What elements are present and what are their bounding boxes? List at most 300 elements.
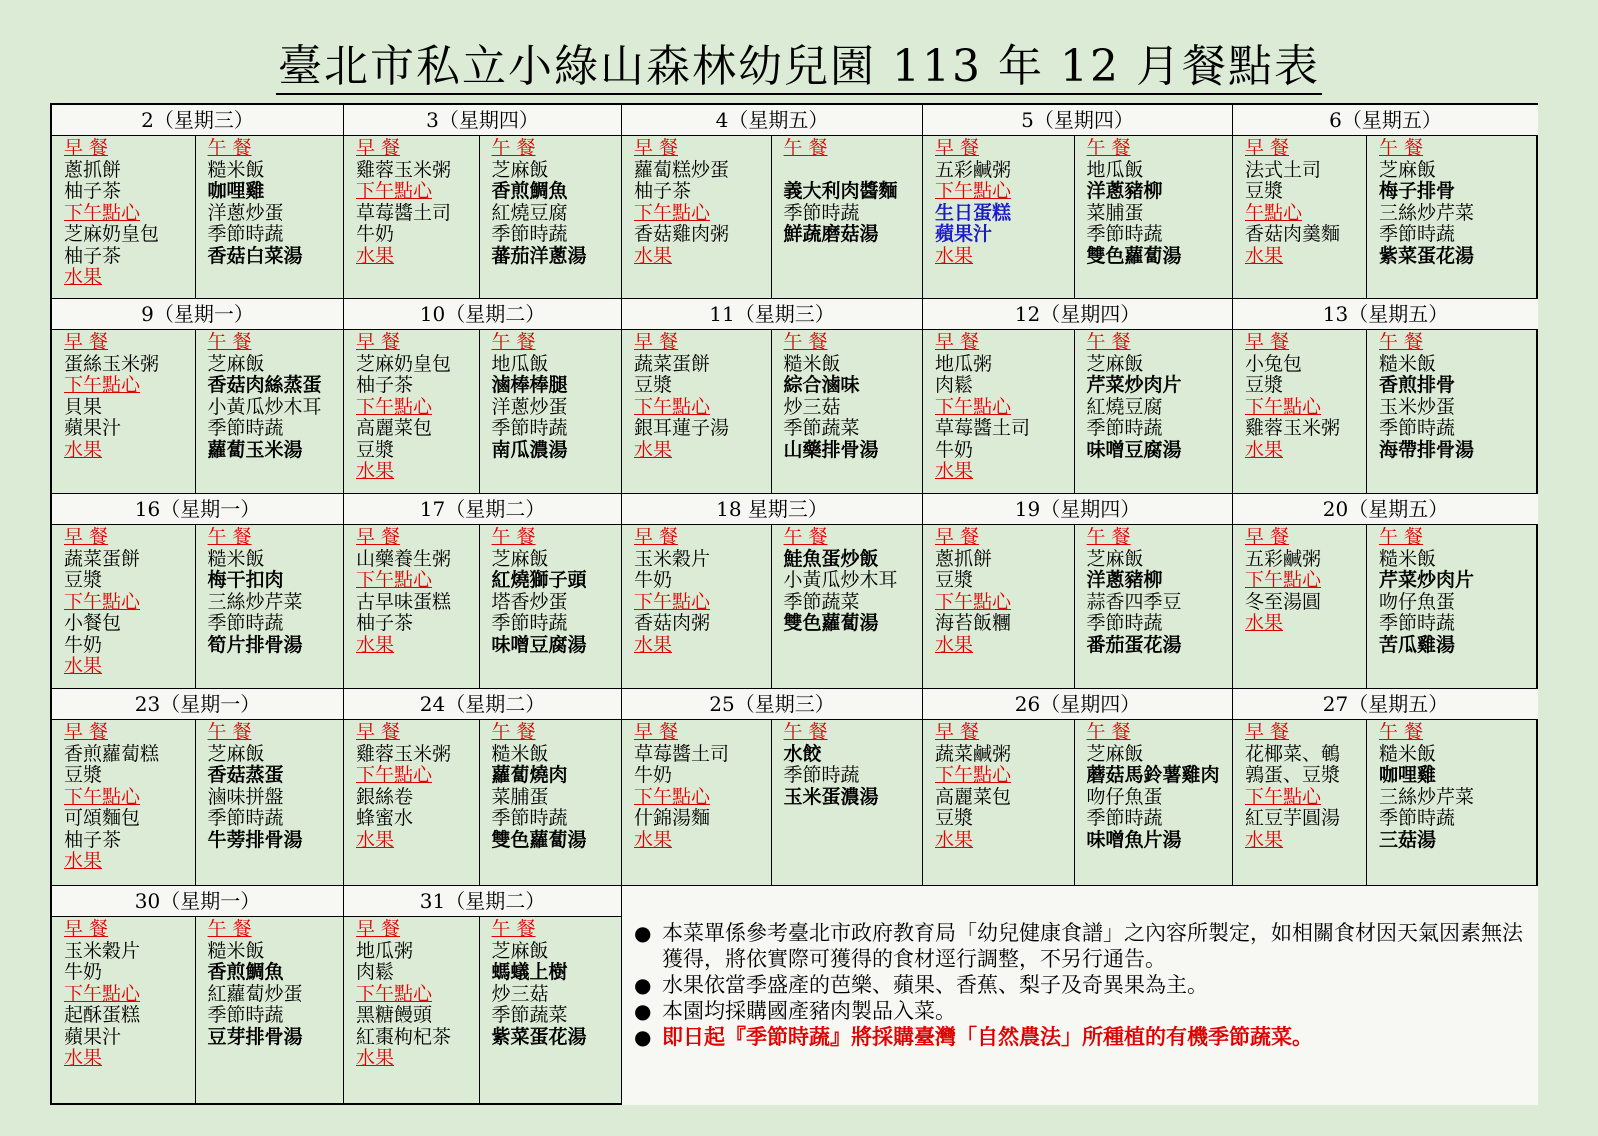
menu-item: 牛奶 <box>634 764 673 786</box>
menu-item: 水果 <box>634 438 673 461</box>
menu-item: 玉米蛋濃湯 <box>783 785 879 808</box>
menu-item: 午 餐 <box>207 721 252 743</box>
menu-item: 午 餐 <box>207 526 252 548</box>
menu-item: 吻仔魚蛋 <box>1086 785 1163 808</box>
menu-item: 季節時蔬 <box>491 807 568 829</box>
menu-item: 早 餐 <box>634 721 679 743</box>
breakfast-snack-column <box>622 136 772 298</box>
menu-item: 糙米飯 <box>207 158 265 181</box>
menu-item: 小黃瓜炒木耳 <box>207 395 322 418</box>
menu-item: 早 餐 <box>64 918 109 940</box>
breakfast-snack-column <box>344 917 480 1105</box>
day-cell <box>52 494 344 689</box>
breakfast-snack-column <box>923 136 1075 298</box>
day-header: 11（星期三） <box>622 299 922 330</box>
menu-item: 梅干扣肉 <box>207 569 284 591</box>
breakfast-snack-column <box>1233 525 1367 688</box>
menu-item: 地瓜粥 <box>935 352 993 375</box>
breakfast-snack-column <box>622 525 772 688</box>
menu-item: 海苔飯糰 <box>935 612 1012 634</box>
menu-item: 什錦湯麵 <box>634 807 711 829</box>
menu-item: 午 餐 <box>491 137 536 159</box>
breakfast-snack-column <box>52 525 196 688</box>
menu-item: 小餐包 <box>64 612 122 634</box>
menu-item: 牛奶 <box>64 961 103 983</box>
day-cell <box>923 105 1233 299</box>
menu-item: 三絲炒芹菜 <box>1379 201 1475 224</box>
menu-item: 早 餐 <box>1245 331 1290 353</box>
day-cell <box>344 105 622 299</box>
breakfast-snack-column <box>923 330 1075 493</box>
menu-item: 水果 <box>64 655 103 677</box>
lunch-column <box>196 136 343 298</box>
bullet-icon: ● <box>634 999 652 1023</box>
menu-item: 蘿蔔糕炒蛋 <box>634 158 730 181</box>
note-item <box>634 920 1524 972</box>
menu-item: 螞蟻上樹 <box>491 961 568 983</box>
day-header: 12（星期四） <box>923 299 1232 330</box>
menu-item: 水果 <box>935 460 974 482</box>
menu-item: 滷棒棒腿 <box>491 374 568 396</box>
menu-item: 洋蔥炒蛋 <box>207 201 284 224</box>
menu-item: 牛奶 <box>935 438 974 461</box>
menu-item: 水果 <box>64 850 103 872</box>
menu-item: 午 餐 <box>491 721 536 743</box>
menu-item: 季節時蔬 <box>491 223 568 245</box>
lunch-column <box>1367 720 1538 885</box>
menu-item: 午點心 <box>1245 201 1303 224</box>
day-header: 27（星期五） <box>1233 689 1538 720</box>
menu-item: 紅棗枸杞茶 <box>356 1025 452 1048</box>
menu-item: 水果 <box>356 460 395 482</box>
menu-item: 炒三菇 <box>491 982 549 1005</box>
menu-item: 早 餐 <box>935 137 980 159</box>
menu-item: 水果 <box>356 1047 395 1069</box>
day-cell <box>622 105 923 299</box>
menu-item: 下午點心 <box>634 590 711 613</box>
menu-item: 早 餐 <box>356 918 401 940</box>
menu-item: 香煎蘿蔔糕 <box>64 742 160 765</box>
menu-item: 苦瓜雞湯 <box>1379 633 1456 656</box>
menu-item: 芝麻飯 <box>491 547 549 570</box>
menu-item: 早 餐 <box>1245 721 1290 743</box>
menu-item: 季節時蔬 <box>207 1004 284 1026</box>
menu-item: 香煎鯛魚 <box>207 961 284 983</box>
note-item <box>634 972 1524 998</box>
lunch-column <box>772 136 923 298</box>
menu-item: 早 餐 <box>356 331 401 353</box>
menu-item: 番茄蛋花湯 <box>1086 633 1182 656</box>
lunch-column <box>1367 330 1538 493</box>
menu-item: 香煎鯛魚 <box>491 180 568 202</box>
menu-item: 香菇白菜湯 <box>207 244 303 267</box>
breakfast-snack-column <box>923 525 1075 688</box>
breakfast-snack-column <box>923 720 1075 885</box>
menu-item: 季節時蔬 <box>1086 612 1163 634</box>
day-header: 17（星期二） <box>344 494 621 525</box>
menu-item: 高麗菜包 <box>935 785 1012 808</box>
menu-item: 味噌豆腐湯 <box>491 633 587 656</box>
menu-item: 季節時蔬 <box>783 764 860 786</box>
day-cell <box>1233 105 1538 299</box>
menu-item: 地瓜粥 <box>356 939 414 962</box>
menu-item: 草莓醬土司 <box>634 742 730 765</box>
menu-item: 紫菜蛋花湯 <box>1379 244 1475 267</box>
note-text: 水果依當季盛產的芭樂、蘋果、香蕉、梨子及奇異果為主。 <box>662 973 1208 997</box>
menu-item: 蕃茄洋蔥湯 <box>491 244 587 267</box>
breakfast-snack-column <box>1233 720 1367 885</box>
day-cell <box>52 886 344 1105</box>
lunch-column <box>1075 525 1232 688</box>
menu-item: 三菇湯 <box>1379 828 1437 851</box>
menu-item: 糙米飯 <box>1379 547 1437 570</box>
note-item <box>634 998 1524 1024</box>
menu-item: 鮭魚蛋炒飯 <box>783 547 879 570</box>
menu-item: 蘿蔔玉米湯 <box>207 438 303 461</box>
menu-item: 午 餐 <box>783 331 828 353</box>
menu-item: 下午點心 <box>64 982 141 1005</box>
menu-item: 牛奶 <box>356 223 395 245</box>
menu-item: 下午點心 <box>356 982 433 1005</box>
menu-item: 肉鬆 <box>935 374 974 396</box>
menu-item: 糙米飯 <box>491 742 549 765</box>
day-header: 23（星期一） <box>52 689 343 720</box>
breakfast-snack-column <box>52 330 196 493</box>
menu-item: 豆芽排骨湯 <box>207 1025 303 1048</box>
day-cell <box>923 299 1233 494</box>
menu-item: 蘋果汁 <box>935 223 993 245</box>
breakfast-snack-column <box>1233 330 1367 493</box>
breakfast-snack-column <box>622 330 772 493</box>
day-cell <box>622 689 923 886</box>
menu-item: 綜合滷味 <box>783 374 860 396</box>
day-header: 30（星期一） <box>52 886 343 917</box>
breakfast-snack-column <box>52 136 196 298</box>
day-cell <box>52 105 344 299</box>
menu-item: 柚子茶 <box>64 180 122 202</box>
menu-item: 芝麻奶皇包 <box>64 223 160 245</box>
menu-item: 蒜香四季豆 <box>1086 590 1182 613</box>
menu-item: 草莓醬土司 <box>935 417 1031 439</box>
menu-item: 蘋果汁 <box>64 417 122 439</box>
menu-item: 水果 <box>64 438 103 461</box>
menu-item: 香菇蒸蛋 <box>207 764 284 786</box>
breakfast-snack-column <box>344 525 480 688</box>
menu-item: 水果 <box>634 633 673 656</box>
menu-item: 生日蛋糕 <box>935 201 1012 224</box>
menu-item: 塔香炒蛋 <box>491 590 568 613</box>
menu-item: 早 餐 <box>1245 526 1290 548</box>
menu-item: 吻仔魚蛋 <box>1379 590 1456 613</box>
menu-item: 紅燒豆腐 <box>491 201 568 224</box>
menu-item: 季節時蔬 <box>207 223 284 245</box>
menu-item: 季節時蔬 <box>491 417 568 439</box>
menu-item: 下午點心 <box>634 395 711 418</box>
menu-item: 芝麻飯 <box>491 939 549 962</box>
menu-item: 義大利肉醬麵 <box>783 180 898 202</box>
menu-item: 香菇肉粥 <box>634 612 711 634</box>
menu-item: 早 餐 <box>356 137 401 159</box>
note-text: 本園均採購國產豬肉製品入菜。 <box>662 999 956 1023</box>
menu-item: 水果 <box>935 244 974 267</box>
menu-item: 芝麻飯 <box>1086 547 1144 570</box>
menu-item: 季節蔬菜 <box>783 417 860 439</box>
day-cell <box>344 494 622 689</box>
breakfast-snack-column <box>344 136 480 298</box>
menu-item: 紅燒豆腐 <box>1086 395 1163 418</box>
menu-item: 水果 <box>1245 612 1284 634</box>
menu-item: 早 餐 <box>64 331 109 353</box>
menu-item: 芝麻奶皇包 <box>356 352 452 375</box>
lunch-column <box>196 330 343 493</box>
breakfast-snack-column <box>344 330 480 493</box>
menu-item: 蔬菜鹹粥 <box>935 742 1012 765</box>
menu-item: 下午點心 <box>64 590 141 613</box>
menu-item: 可頌麵包 <box>64 807 141 829</box>
menu-item: 芝麻飯 <box>1379 158 1437 181</box>
menu-item: 糙米飯 <box>207 547 265 570</box>
menu-item: 豆漿 <box>935 569 974 591</box>
menu-item: 牛奶 <box>634 569 673 591</box>
menu-item: 水果 <box>634 244 673 267</box>
menu-item: 小兔包 <box>1245 352 1303 375</box>
menu-item: 豆漿 <box>64 764 103 786</box>
menu-item: 豆漿 <box>64 569 103 591</box>
day-header: 19（星期四） <box>923 494 1232 525</box>
menu-item: 紫菜蛋花湯 <box>491 1025 587 1048</box>
menu-item: 水果 <box>356 244 395 267</box>
menu-item: 早 餐 <box>634 331 679 353</box>
menu-item: 雞蓉玉米粥 <box>356 742 452 765</box>
menu-item: 下午點心 <box>1245 569 1322 591</box>
menu-item: 柚子茶 <box>64 828 122 851</box>
menu-item: 柚子茶 <box>356 374 414 396</box>
day-header: 31（星期二） <box>344 886 621 917</box>
menu-item: 法式土司 <box>1245 158 1322 181</box>
menu-item: 花椰菜、鵪 <box>1245 742 1341 765</box>
menu-item: 午 餐 <box>1086 526 1131 548</box>
menu-item: 蘋果汁 <box>64 1025 122 1048</box>
lunch-column <box>480 720 621 885</box>
menu-item: 早 餐 <box>1245 137 1290 159</box>
lunch-column <box>1075 720 1232 885</box>
menu-item: 柚子茶 <box>634 180 692 202</box>
menu-item: 午 餐 <box>491 526 536 548</box>
menu-item: 香菇肉羹麵 <box>1245 223 1341 245</box>
day-header: 25（星期三） <box>622 689 922 720</box>
day-header: 5（星期四） <box>923 105 1232 136</box>
menu-item: 下午點心 <box>634 201 711 224</box>
menu-item: 古早味蛋糕 <box>356 590 452 613</box>
menu-item: 季節時蔬 <box>1086 417 1163 439</box>
bullet-icon: ● <box>634 1025 652 1049</box>
menu-item <box>784 160 790 182</box>
menu-item: 雙色蘿蔔湯 <box>491 828 587 851</box>
menu-item: 柚子茶 <box>64 244 122 267</box>
menu-item: 糙米飯 <box>1379 742 1437 765</box>
menu-item: 季節時蔬 <box>207 417 284 439</box>
menu-item: 午 餐 <box>491 331 536 353</box>
menu-item: 高麗菜包 <box>356 417 433 439</box>
menu-item: 午 餐 <box>783 137 828 159</box>
menu-item: 山藥排骨湯 <box>783 438 879 461</box>
menu-item: 咖哩雞 <box>1379 764 1437 786</box>
menu-item: 下午點心 <box>935 180 1012 202</box>
menu-item: 蘑菇馬鈴薯雞肉 <box>1086 764 1220 786</box>
lunch-column <box>196 720 343 885</box>
lunch-column <box>1075 136 1232 298</box>
menu-item: 午 餐 <box>1086 137 1131 159</box>
menu-grid <box>50 103 1538 1105</box>
menu-item: 下午點心 <box>356 569 433 591</box>
menu-item: 地瓜飯 <box>491 352 549 375</box>
day-cell <box>344 689 622 886</box>
menu-item: 芝麻飯 <box>1086 742 1144 765</box>
menu-item: 蜂蜜水 <box>356 807 414 829</box>
menu-item: 紅蘿蔔炒蛋 <box>207 982 303 1005</box>
menu-item: 蘿蔔燒肉 <box>491 764 568 786</box>
menu-item: 三絲炒芹菜 <box>1379 785 1475 808</box>
day-cell <box>344 299 622 494</box>
menu-item: 下午點心 <box>64 374 141 396</box>
menu-item: 菜脯蛋 <box>491 785 549 808</box>
breakfast-snack-column <box>622 720 772 885</box>
menu-item: 蛋絲玉米粥 <box>64 352 160 375</box>
menu-item: 水果 <box>935 633 974 656</box>
menu-item: 下午點心 <box>1245 785 1322 808</box>
menu-item: 豆漿 <box>935 807 974 829</box>
lunch-column <box>1367 136 1538 298</box>
note-text: 本菜單係參考臺北市政府教育局「幼兒健康食譜」之內容所製定，如相關食材因天氣因素無法獲得，將依實際可獲得的食材逕行調整，不另行通告。 <box>662 921 1523 971</box>
menu-item: 下午點心 <box>935 764 1012 786</box>
day-header: 3（星期四） <box>344 105 621 136</box>
menu-item: 早 餐 <box>64 137 109 159</box>
menu-item: 雙色蘿蔔湯 <box>1086 244 1182 267</box>
menu-item: 豆漿 <box>634 374 673 396</box>
day-header: 9（星期一） <box>52 299 343 330</box>
menu-item: 早 餐 <box>356 721 401 743</box>
menu-item: 季節時蔬 <box>1379 807 1456 829</box>
menu-item: 水果 <box>64 266 103 288</box>
menu-item: 海帶排骨湯 <box>1379 438 1475 461</box>
day-cell <box>1233 299 1538 494</box>
menu-item: 柚子茶 <box>356 612 414 634</box>
menu-item: 黑糖饅頭 <box>356 1004 433 1026</box>
menu-item: 季節時蔬 <box>783 201 860 224</box>
menu-item: 洋蔥豬柳 <box>1086 569 1163 591</box>
menu-item: 雞蓉玉米粥 <box>1245 417 1341 439</box>
menu-item: 水果 <box>356 828 395 851</box>
menu-item: 梅子排骨 <box>1379 180 1456 202</box>
lunch-column <box>772 720 923 885</box>
menu-item: 地瓜飯 <box>1086 158 1144 181</box>
menu-item: 季節時蔬 <box>1379 223 1456 245</box>
menu-item: 芝麻飯 <box>1086 352 1144 375</box>
menu-item: 紅豆芋圓湯 <box>1245 807 1341 829</box>
day-cell <box>344 886 622 1105</box>
menu-item: 芝麻飯 <box>207 352 265 375</box>
menu-item: 午 餐 <box>207 331 252 353</box>
menu-item: 水果 <box>1245 828 1284 851</box>
day-header: 10（星期二） <box>344 299 621 330</box>
menu-item: 季節時蔬 <box>207 807 284 829</box>
menu-item: 芝麻飯 <box>491 158 549 181</box>
menu-item: 糙米飯 <box>207 939 265 962</box>
menu-item: 香煎排骨 <box>1379 374 1456 396</box>
menu-item: 冬至湯圓 <box>1245 590 1322 613</box>
lunch-column <box>480 136 621 298</box>
menu-item: 牛奶 <box>64 633 103 656</box>
menu-item: 下午點心 <box>64 201 141 224</box>
menu-item: 芹菜炒肉片 <box>1086 374 1182 396</box>
menu-item: 糙米飯 <box>783 352 841 375</box>
menu-item: 蔥抓餅 <box>935 547 993 570</box>
menu-item: 季節時蔬 <box>1379 612 1456 634</box>
menu-item: 午 餐 <box>783 526 828 548</box>
day-cell <box>52 299 344 494</box>
menu-item: 水果 <box>935 828 974 851</box>
menu-item: 蔬菜蛋餅 <box>634 352 711 375</box>
menu-item: 水餃 <box>783 742 822 765</box>
menu-item: 水果 <box>634 828 673 851</box>
breakfast-snack-column <box>1233 136 1367 298</box>
day-cell <box>52 689 344 886</box>
menu-item: 芹菜炒肉片 <box>1379 569 1475 591</box>
menu-item: 五彩鹹粥 <box>1245 547 1322 570</box>
menu-item: 水果 <box>1245 438 1284 461</box>
day-cell <box>923 494 1233 689</box>
menu-item: 蔬菜蛋餅 <box>64 547 141 570</box>
menu-item: 季節蔬菜 <box>491 1004 568 1026</box>
menu-item: 季節時蔬 <box>1379 417 1456 439</box>
menu-item: 季節時蔬 <box>1086 223 1163 245</box>
lunch-column <box>1075 330 1232 493</box>
lunch-column <box>480 525 621 688</box>
menu-item: 午 餐 <box>491 918 536 940</box>
menu-item: 咖哩雞 <box>207 180 265 202</box>
menu-item: 午 餐 <box>783 721 828 743</box>
lunch-column <box>772 330 923 493</box>
menu-item: 下午點心 <box>64 785 141 808</box>
menu-item: 午 餐 <box>1379 331 1424 353</box>
menu-item: 午 餐 <box>1086 331 1131 353</box>
day-header: 20（星期五） <box>1233 494 1538 525</box>
breakfast-snack-column <box>52 720 196 885</box>
day-cell <box>622 494 923 689</box>
bullet-icon: ● <box>634 921 652 945</box>
menu-item: 午 餐 <box>207 918 252 940</box>
note-item <box>634 1024 1524 1050</box>
menu-item: 香菇肉絲蒸蛋 <box>207 374 322 396</box>
menu-item: 下午點心 <box>356 395 433 418</box>
menu-item: 水果 <box>356 633 395 656</box>
menu-item: 滷味拼盤 <box>207 785 284 808</box>
day-header: 2（星期三） <box>52 105 343 136</box>
menu-item: 牛蒡排骨湯 <box>207 828 303 851</box>
menu-item: 午 餐 <box>1379 526 1424 548</box>
menu-item: 早 餐 <box>634 526 679 548</box>
day-header: 26（星期四） <box>923 689 1232 720</box>
notes-panel <box>622 886 1538 1105</box>
day-header: 16（星期一） <box>52 494 343 525</box>
menu-item: 玉米穀片 <box>64 939 141 962</box>
menu-item: 炒三菇 <box>783 395 841 418</box>
menu-item: 水果 <box>64 1047 103 1069</box>
menu-item: 下午點心 <box>634 785 711 808</box>
menu-item: 豆漿 <box>356 438 395 461</box>
menu-item: 下午點心 <box>356 764 433 786</box>
note-text: 即日起『季節時蔬』將採購臺灣「自然農法」所種植的有機季節蔬菜。 <box>662 1024 1313 1049</box>
